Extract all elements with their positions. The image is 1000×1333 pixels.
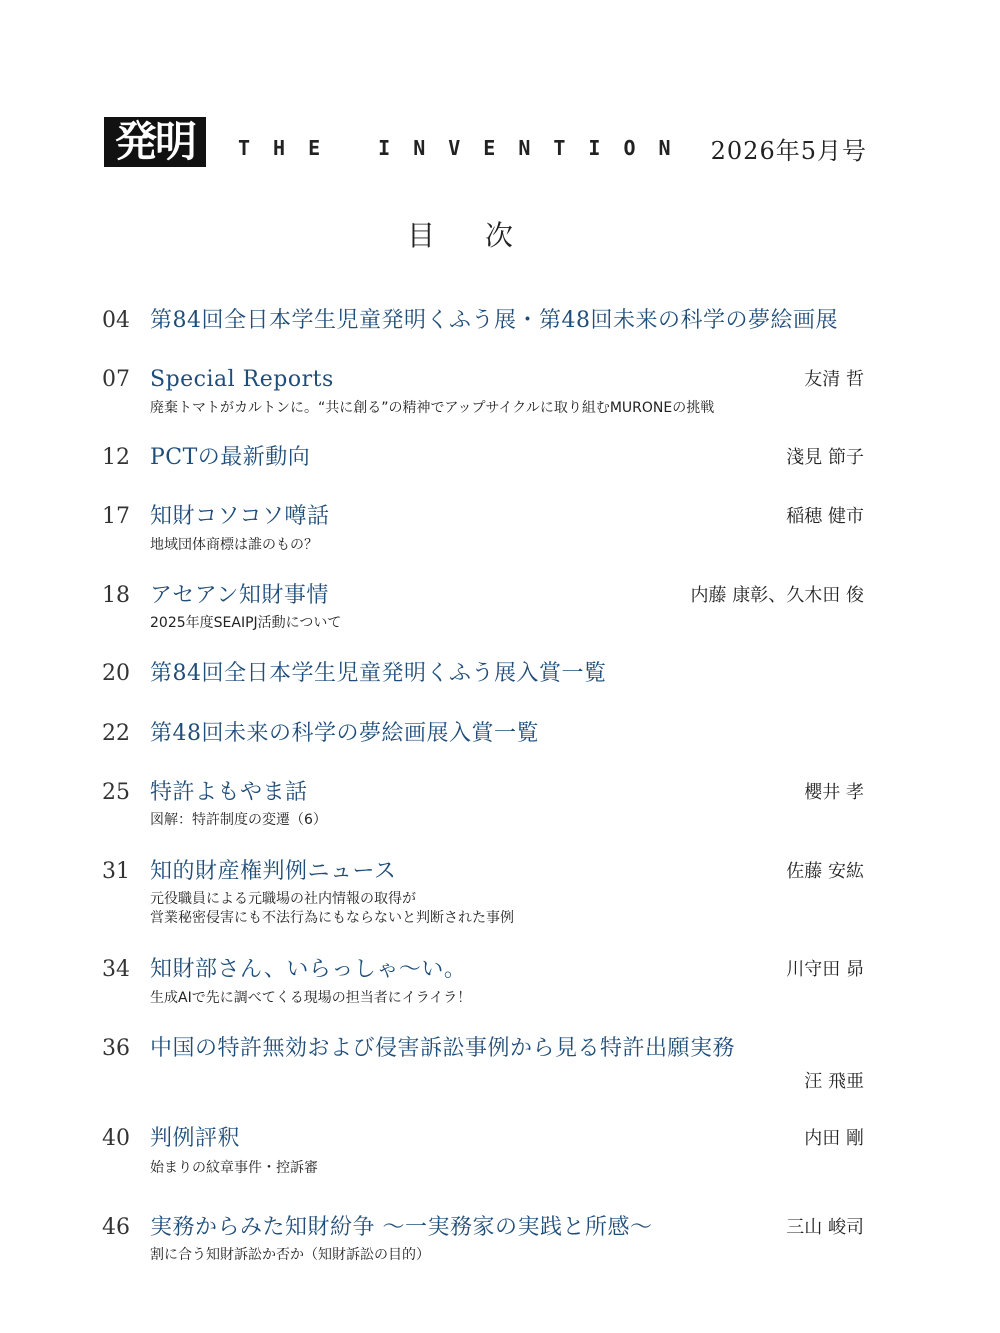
author-name: 川守田 昴 bbox=[786, 959, 864, 980]
page-number: 34 bbox=[102, 957, 130, 982]
entry-title[interactable]: 知的財産権判例ニュース bbox=[150, 859, 397, 884]
author-name: 内田 剛 bbox=[804, 1128, 864, 1149]
entry-title[interactable]: アセアン知財事情 bbox=[150, 583, 329, 608]
entry-subtitle: 2025年度SEAIPJ活動について bbox=[150, 615, 342, 631]
entry-title[interactable]: 第48回未来の科学の夢絵画展入賞一覧 bbox=[150, 721, 539, 746]
page-number: 17 bbox=[102, 504, 130, 529]
entry-title[interactable]: PCTの最新動向 bbox=[150, 445, 311, 470]
entry-title[interactable]: 特許よもやま話 bbox=[150, 780, 308, 805]
page-number: 31 bbox=[102, 859, 130, 884]
entry-title[interactable]: 知財コソコソ噂話 bbox=[150, 504, 330, 529]
author-name: 三山 峻司 bbox=[786, 1217, 864, 1238]
page-number: 46 bbox=[102, 1215, 130, 1240]
entry-subtitle: 廃棄トマトがカルトンに。“共に創る”の精神でアップサイクルに取り組むMURONEの挑戦 bbox=[150, 400, 715, 416]
entry-title[interactable]: 知財部さん、いらっしゃ〜い。 bbox=[150, 957, 467, 982]
entry-subtitle-line: 営業秘密侵害にも不法行為にもならないと判断された事例 bbox=[150, 910, 514, 926]
entry-title[interactable]: 第84回全日本学生児童発明くふう展入賞一覧 bbox=[150, 661, 607, 686]
page-number: 04 bbox=[102, 308, 130, 333]
page-number: 25 bbox=[102, 780, 130, 805]
magazine-logo: 発明 bbox=[104, 117, 206, 167]
author-name: 汪 飛亜 bbox=[804, 1071, 864, 1092]
entry-subtitle-line: 元役職員による元職場の社内情報の取得が bbox=[150, 891, 416, 907]
toc-heading: 目次 bbox=[406, 219, 563, 252]
page-number: 07 bbox=[102, 367, 130, 392]
page-number: 18 bbox=[102, 583, 130, 608]
page-number: 40 bbox=[102, 1126, 130, 1151]
entry-title[interactable]: Special Reports bbox=[150, 367, 334, 392]
author-name: 佐藤 安紘 bbox=[786, 861, 864, 882]
entry-title[interactable]: 中国の特許無効および侵害訴訟事例から見る特許出願実務 bbox=[150, 1036, 736, 1061]
entry-title[interactable]: 第84回全日本学生児童発明くふう展・第48回未来の科学の夢絵画展 bbox=[150, 308, 838, 333]
author-name: 淺見 節子 bbox=[786, 447, 864, 468]
author-name: 櫻井 孝 bbox=[804, 782, 864, 803]
magazine-brand: THE INVENTION bbox=[238, 136, 694, 160]
entry-title[interactable]: 実務からみた知財紛争 〜一実務家の実践と所感〜 bbox=[150, 1215, 653, 1240]
page-number: 36 bbox=[102, 1036, 130, 1061]
entry-subtitle: 割に合う知財訴訟か否か（知財訴訟の目的） bbox=[150, 1247, 430, 1263]
page-number: 22 bbox=[102, 721, 130, 746]
author-name: 稲穂 健市 bbox=[786, 506, 864, 527]
entry-subtitle: 図解：特許制度の変遷（6） bbox=[150, 812, 327, 828]
author-name: 内藤 康彰、久木田 俊 bbox=[690, 585, 864, 606]
issue-date: 2026年5月号 bbox=[710, 137, 867, 165]
entry-subtitle: 地域団体商標は誰のもの？ bbox=[150, 537, 318, 553]
entry-title[interactable]: 判例評釈 bbox=[150, 1126, 241, 1151]
entry-subtitle: 生成AIで先に調べてくる現場の担当者にイライラ！ bbox=[150, 990, 472, 1006]
entry-subtitle: 始まりの紋章事件・控訴審 bbox=[150, 1160, 318, 1176]
page-number: 12 bbox=[102, 445, 130, 470]
author-name: 友清 哲 bbox=[804, 369, 864, 390]
page-number: 20 bbox=[102, 661, 130, 686]
